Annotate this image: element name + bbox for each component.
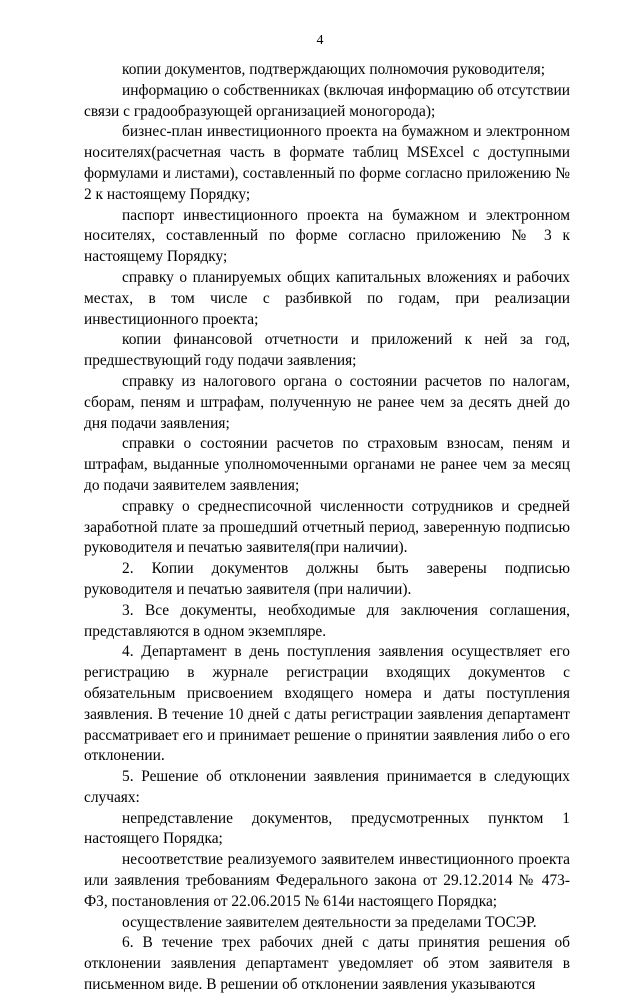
paragraph: копии финансовой отчетности и приложений к ней за год, предшествующий году подачи заявления;	[84, 331, 570, 370]
paragraph: 2. Копии документов должны быть заверены подписью руководителя и печатью заявителя (при наличии).	[84, 560, 570, 598]
paragraph: бизнес-план инвестиционного проекта на бумажном и электронном носителях(расчетная часть в формате таблиц MSExcel с доступными формулами и листами), составленный по форме согласно приложению № 2 к настоящему Порядку;	[84, 123, 570, 203]
paragraph: информацию о собственниках (включая информацию об отсутствии связи с градообразующей организацией моногорода);	[84, 81, 570, 120]
paragraph: справку о среднесписочной численности сотрудников и средней заработной плате за прошедший отчетный период, заверенную подписью руководителя и печатью заявителя(при наличии).	[84, 497, 570, 557]
document-body	[84, 60, 570, 996]
paragraph: справку из налогового органа о состоянии расчетов по налогам, сборам, пеням и штрафам, полученную не ранее чем за десять дней до дня подачи заявления;	[84, 372, 570, 432]
paragraph: 4. Департамент в день поступления заявления осуществляет его регистрацию в журнале регистрации входящих документов с обязательным присвоением входящего номера и даты поступления заявления. В течение 10 дней с даты регистрации заявления департамент рассматривает его и принимает решение о принятии заявления либо о его отклонении.	[84, 643, 570, 765]
paragraph: 3. Все документы, необходимые для заключения соглашения, представляются в одном экземпляре.	[84, 601, 570, 640]
paragraph: несоответствие реализуемого заявителем инвестиционного проекта или заявления требованиям Федерального закона от 29.12.2014 № 473-ФЗ, постановления от 22.06.2015 № 614и настоящего Порядка;	[84, 851, 570, 910]
paragraph: 5. Решение об отклонении заявления принимается в следующих случаях:	[84, 768, 570, 806]
paragraph: паспорт инвестиционного проекта на бумажном и электронном носителях, составленный по форме согласно приложению № 3 к настоящему Порядку;	[84, 206, 570, 266]
paragraph: копии документов, подтверждающих полномочия руководителя;	[122, 61, 546, 78]
page-number: 4	[316, 33, 324, 48]
paragraph: осуществление заявителем деятельности за пределами ТОСЭР.	[122, 913, 537, 931]
paragraph: справки о состоянии расчетов по страховым взносам, пеням и штрафам, выданные уполномоченными органами не ранее чем за месяц до подачи заявителем заявления;	[84, 435, 570, 494]
paragraph: справку о планируемых общих капитальных вложениях и рабочих местах, в том числе с разбивкой по годам, при реализации инвестиционного проекта;	[84, 268, 570, 328]
paragraph: непредставление документов, предусмотренных пунктом 1 настоящего Порядка;	[84, 809, 570, 848]
paragraph: 6. В течение трех рабочих дней с даты принятия решения об отклонении заявления департамент уведомляет об этом заявителя в письменном виде. В решении об отклонении заявления указываются	[84, 934, 570, 994]
